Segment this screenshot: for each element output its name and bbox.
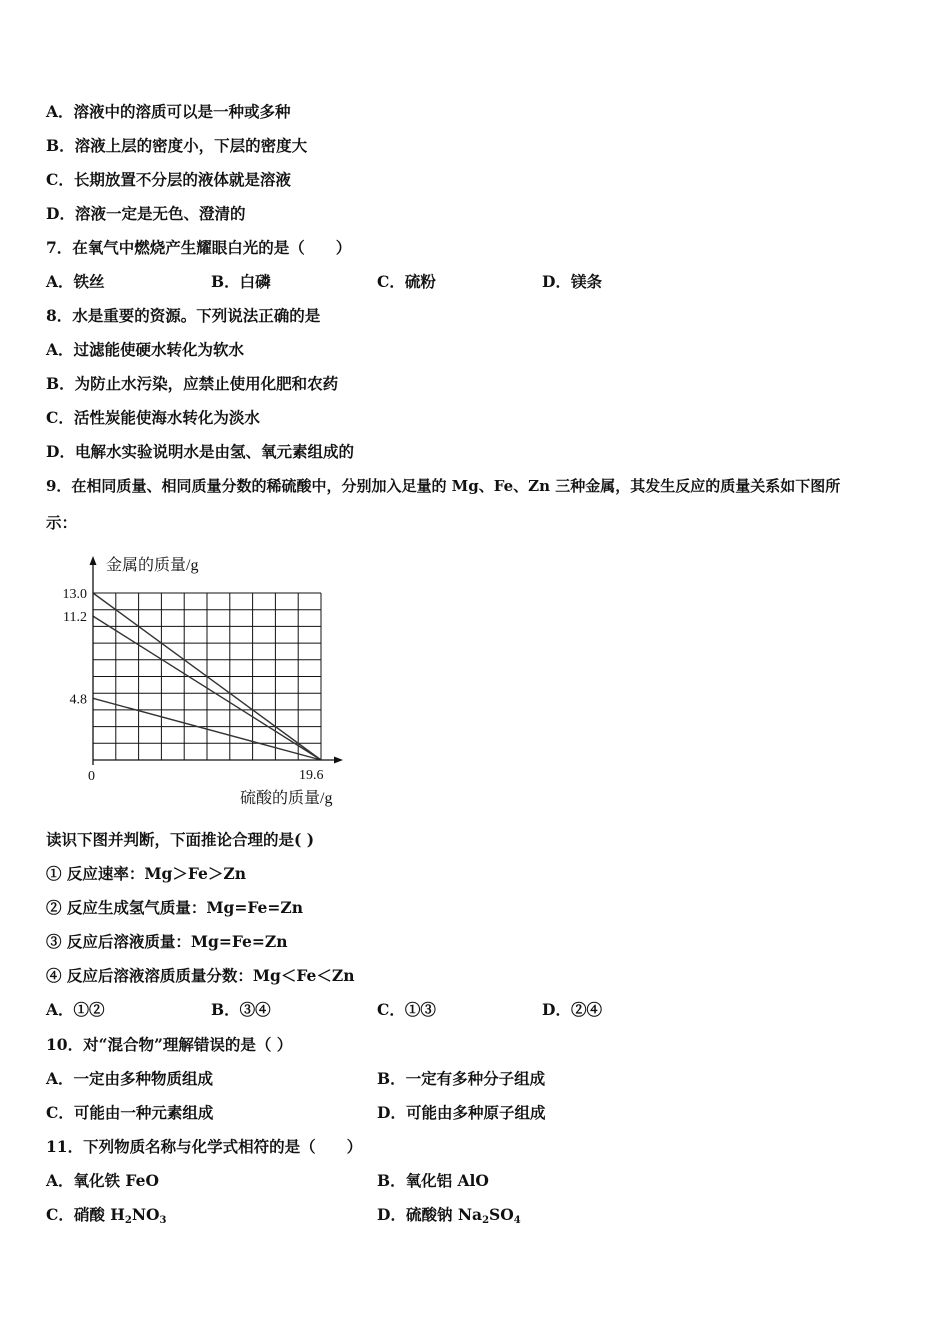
x-tick-label: 19.6: [299, 768, 324, 783]
q7-option-b: B．白磷: [211, 272, 271, 291]
q7-option-a: A．铁丝: [46, 272, 105, 291]
q11-option-c-mid: NO: [131, 1205, 160, 1224]
q8-option-a: A．过滤能使硬水转化为软水: [46, 340, 245, 359]
origin-label: 0: [88, 769, 95, 784]
q9-option-a: A．①②: [46, 1000, 105, 1019]
y-axis-arrow: [90, 556, 97, 565]
q8-option-b: B．为防止水污染，应禁止使用化肥和农药: [46, 374, 339, 393]
q10-option-a: A．一定由多种物质组成: [46, 1069, 214, 1088]
q7-option-c: C．硫粉: [377, 272, 436, 291]
q10-option-b: B．一定有多种分子组成: [377, 1069, 546, 1088]
y-axis-label: 金属的质量/g: [106, 557, 199, 574]
q7-option-d: D．镁条: [542, 272, 602, 291]
q6-option-c: C．长期放置不分层的液体就是溶液: [46, 170, 291, 189]
q9-option-d: D．②④: [542, 1000, 602, 1019]
q8-option-d: D．电解水实验说明水是由氢、氧元素组成的: [46, 442, 354, 461]
x-axis-label: 硫酸的质量/g: [240, 790, 333, 807]
y-tick-label: 11.2: [63, 610, 87, 626]
y-tick-label: 4.8: [69, 692, 87, 708]
q9-statement-4: ④ 反应后溶液溶质质量分数：Mg＜Fe＜Zn: [46, 966, 355, 985]
q11-option-d-sub1: 2: [482, 1215, 490, 1226]
q10-stem: 10．对“混合物”理解错误的是（ ）: [46, 1035, 293, 1054]
q6-option-a: A．溶液中的溶质可以是一种或多种: [46, 102, 291, 121]
q11-option-d-prefix: D．硫酸钠 Na: [377, 1205, 483, 1224]
q9-option-c: C．①③: [377, 1000, 436, 1019]
y-tick-labels: [63, 587, 88, 707]
q11-option-c-sub1: 2: [124, 1215, 132, 1226]
q8-option-c: C．活性炭能使海水转化为淡水: [46, 408, 260, 427]
metal-acid-chart: [40, 548, 360, 810]
q6-option-d: D．溶液一定是无色、澄清的: [46, 204, 246, 223]
q6-option-b: B．溶液上层的密度小，下层的密度大: [46, 136, 308, 155]
q9-statement-3: ③ 反应后溶液质量：Mg=Fe=Zn: [46, 932, 288, 951]
q11-option-a: A．氧化铁 FeO: [46, 1171, 159, 1190]
q11-stem: 11．下列物质名称与化学式相符的是（ ）: [46, 1137, 363, 1156]
q10-option-c: C．可能由一种元素组成: [46, 1103, 214, 1122]
q10-option-d: D．可能由多种原子组成: [377, 1103, 546, 1122]
q11-option-d-mid: SO: [489, 1205, 514, 1224]
q8-stem: 8．水是重要的资源。下列说法正确的是: [46, 306, 321, 325]
q9-statement-1: ① 反应速率：Mg＞Fe＞Zn: [46, 864, 246, 883]
q9-option-b: B．③④: [211, 1000, 271, 1019]
q11-option-c-sub2: 3: [159, 1215, 167, 1226]
q9-stem-line2: 示：: [46, 513, 78, 532]
q11-option-c: [46, 1204, 167, 1232]
q9-prompt: 读识下图并判断，下面推论合理的是( ): [46, 830, 315, 849]
q11-option-d: [377, 1204, 521, 1232]
q7-stem: 7．在氧气中燃烧产生耀眼白光的是（ ）: [46, 238, 352, 257]
q11-option-c-prefix: C．硝酸 H: [46, 1205, 125, 1224]
q9-stem-line1: 9．在相同质量、相同质量分数的稀硫酸中，分别加入足量的 Mg、Fe、Zn 三种金属，其发生反应的质量关系如下图所: [46, 477, 841, 495]
q9-statement-2: ② 反应生成氢气质量：Mg=Fe=Zn: [46, 898, 303, 917]
q11-option-d-sub2: 4: [513, 1215, 521, 1226]
q11-option-b: B．氧化铝 AlO: [377, 1171, 489, 1190]
y-tick-label: 13.0: [62, 587, 87, 602]
x-axis-arrow: [334, 757, 343, 764]
